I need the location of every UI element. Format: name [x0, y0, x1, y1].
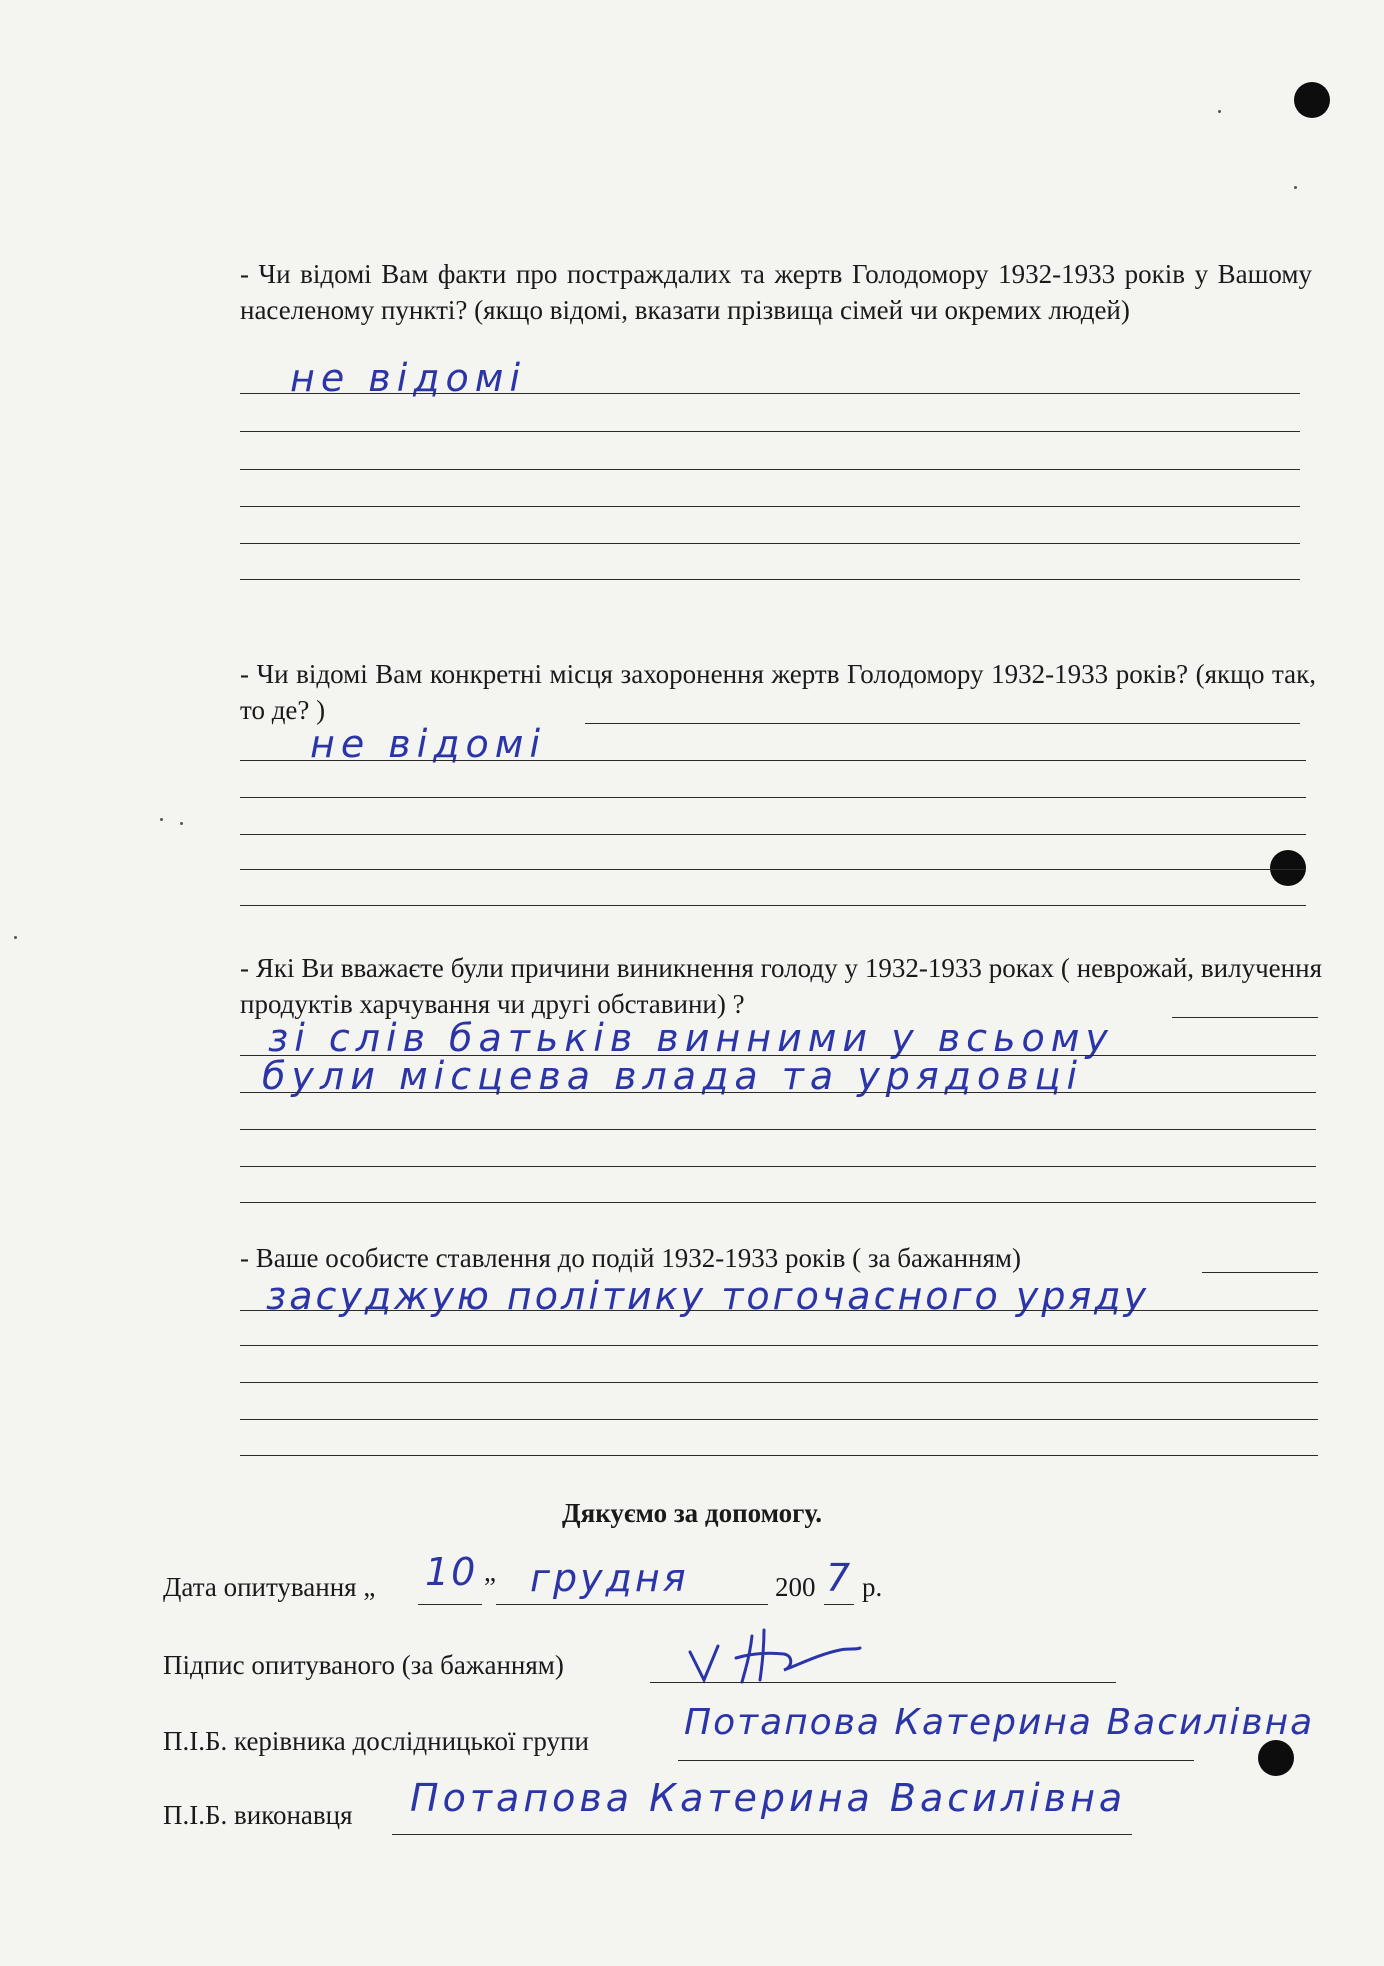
signature-label: Підпис опитуваного (за бажанням) — [163, 1650, 564, 1680]
head-line — [678, 1760, 1194, 1761]
answer-line — [1202, 1272, 1318, 1273]
executor-line — [392, 1834, 1132, 1835]
year-line — [824, 1604, 854, 1605]
question-1-text: - Чи відомі Вам факти про постраждалих та жертв Голодомору 1932-1933 років у Вашому населеному пункті? (якщо відомі, вказати прізвища сімей чи окремих людей) — [240, 259, 1312, 325]
punch-hole-middle — [1270, 850, 1306, 886]
answer-line — [240, 1455, 1318, 1456]
answer-line — [240, 1419, 1318, 1420]
signature-mark — [680, 1624, 920, 1688]
date-day-line — [418, 1604, 482, 1605]
year-suffix: р. — [862, 1572, 883, 1602]
answer-line — [240, 905, 1306, 906]
punch-hole-bottom — [1258, 1740, 1294, 1776]
answer-line — [240, 1166, 1316, 1167]
answer-line — [240, 834, 1306, 835]
date-month-line — [496, 1604, 768, 1605]
answer-line — [240, 760, 1306, 761]
speck — [160, 818, 163, 821]
answer-line — [240, 1382, 1318, 1383]
answer-line — [240, 1310, 1318, 1311]
answer-line — [240, 543, 1300, 544]
speck — [180, 822, 183, 825]
question-2-answer: не відомі — [310, 722, 547, 766]
answer-line — [240, 393, 1300, 394]
answer-line — [240, 1092, 1316, 1093]
date-day: 10 — [425, 1550, 478, 1594]
answer-line — [240, 506, 1300, 507]
head-label: П.І.Б. керівника дослідницької групи — [163, 1726, 589, 1756]
thanks-heading: Дякуємо за допомогу. — [562, 1498, 822, 1528]
date-quote: ” — [484, 1572, 496, 1602]
answer-line — [240, 579, 1300, 580]
speck — [1218, 110, 1221, 113]
question-3-answer-line-1: зі слів батьків винними у всьому — [268, 1016, 1114, 1060]
question-3-text: - Які Ви вважаєте були причини виникнення голоду у 1932-1933 роках ( неврожай, вилучення продуктів харчування чи другі обставини) ? — [240, 953, 1322, 1019]
question-4-text: - Ваше особисте ставлення до подій 1932-1933 років ( за бажанням) — [240, 1243, 1021, 1273]
question-3-answer-line-2: були місцева влада та урядовці — [262, 1054, 1084, 1098]
answer-line — [240, 431, 1300, 432]
date-month: грудня — [530, 1556, 689, 1600]
executor-value: Потапова Катерина Василівна — [410, 1776, 1127, 1820]
answer-line — [585, 723, 1300, 724]
speck — [1294, 186, 1297, 189]
question-4-answer: засуджую політику тогочасного уряду — [266, 1274, 1150, 1318]
question-2-text: - Чи відомі Вам конкретні місця захоронення жертв Голодомору 1932-1933 років? (якщо так, то де? ) — [240, 659, 1316, 725]
answer-line — [240, 469, 1300, 470]
question-1-answer: не відомі — [290, 356, 527, 400]
answer-line — [240, 869, 1306, 870]
answer-line — [240, 1345, 1318, 1346]
answer-line — [1172, 1017, 1318, 1018]
answer-line — [240, 1202, 1316, 1203]
answer-line — [240, 797, 1306, 798]
year-digit: 7 — [826, 1556, 851, 1600]
answer-line — [240, 1129, 1316, 1130]
year-prefix: 200 — [775, 1572, 816, 1602]
date-label: Дата опитування „ — [163, 1572, 376, 1602]
head-value: Потапова Катерина Василівна — [684, 1702, 1315, 1743]
punch-hole-top — [1294, 82, 1330, 118]
executor-label: П.І.Б. виконавця — [163, 1800, 353, 1830]
signature-line — [650, 1682, 1116, 1683]
speck — [14, 936, 17, 939]
